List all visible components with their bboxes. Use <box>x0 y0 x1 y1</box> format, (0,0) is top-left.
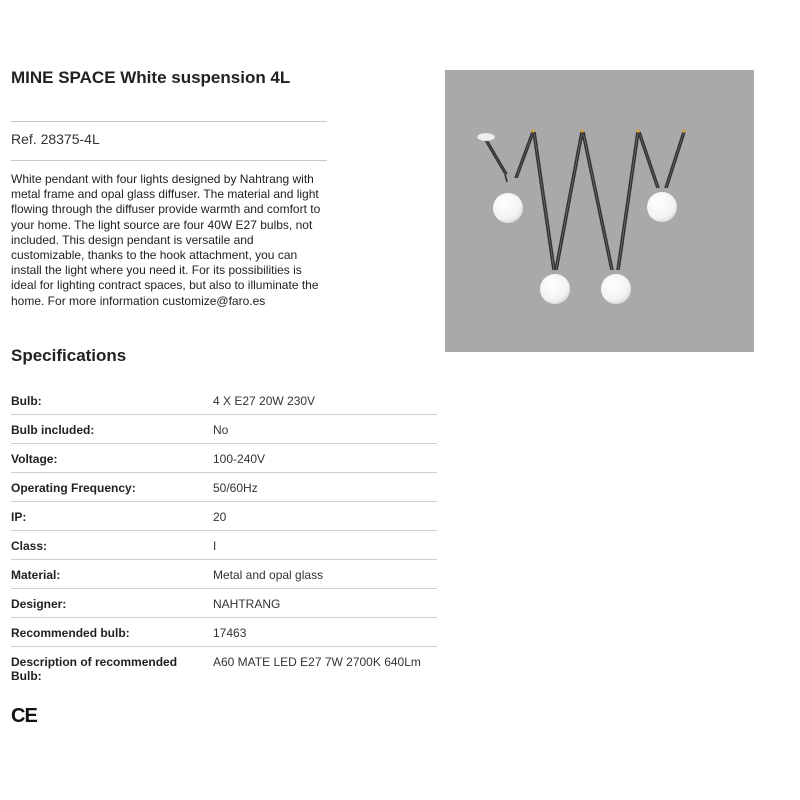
cable <box>582 132 611 270</box>
globe-light <box>647 192 677 222</box>
product-image <box>445 70 754 352</box>
reference-divider <box>11 160 327 161</box>
spec-label: Operating Frequency: <box>11 481 136 495</box>
cable <box>517 132 534 178</box>
spec-label: IP: <box>11 510 27 524</box>
spec-value: No <box>213 423 229 437</box>
product-title: MINE SPACE White suspension 4L <box>11 68 291 87</box>
spec-value: Metal and opal glass <box>213 568 324 582</box>
spec-label: Bulb included: <box>11 423 95 437</box>
spec-row-voltage <box>11 444 437 473</box>
cable <box>665 132 683 188</box>
spec-row-recommended-bulb <box>11 618 437 647</box>
cable <box>584 132 613 270</box>
spec-label: Description of recommended Bulb: <box>11 655 178 683</box>
pendant-lamp-illustration <box>445 70 754 352</box>
spec-row-recommended-bulb-description <box>11 647 437 683</box>
spec-value: 4 X E27 20W 230V <box>213 394 316 408</box>
spec-row-bulb-included <box>11 415 437 444</box>
cable <box>505 174 507 182</box>
hook-icon <box>682 129 686 133</box>
spec-label: Designer: <box>11 597 67 611</box>
specifications-table <box>11 386 437 683</box>
hook-icon <box>531 129 535 133</box>
spec-value: 100-240V <box>213 452 266 466</box>
cable <box>515 132 532 178</box>
specifications-heading: Specifications <box>11 346 127 365</box>
spec-label: Voltage: <box>11 452 58 466</box>
cable <box>638 132 657 188</box>
spec-value: 50/60Hz <box>213 481 258 495</box>
cable <box>485 140 505 174</box>
globe-light <box>540 274 570 304</box>
ce-mark: CE <box>11 705 37 727</box>
globe-light <box>493 193 523 223</box>
spec-row-material <box>11 560 437 589</box>
spec-label: Class: <box>11 539 48 553</box>
spec-row-bulb <box>11 386 437 415</box>
cable <box>617 132 637 270</box>
product-description: White pendant with four lights designed by Nahtrang with metal frame and opal glass diffuser. The material and light flowing through the diffuser provide warmth and comfort to your home. The light source are four 40W E27 bulbs, not included. This design pendant is versatile and customizable, thanks to the hook attachment, you can install the light where you need it. For its possibilities is ideal for lighting contract spaces, but also to illuminate the home. For more information customize@faro.es <box>11 172 321 308</box>
title-divider <box>11 121 327 122</box>
hook-icon <box>636 129 640 133</box>
globe-light <box>601 274 631 304</box>
spec-value: NAHTRANG <box>213 597 281 611</box>
cable <box>533 132 553 270</box>
spec-label: Material: <box>11 568 61 582</box>
cable <box>555 132 581 270</box>
cable <box>619 132 639 270</box>
spec-value: 20 <box>213 510 227 524</box>
spec-row-designer <box>11 589 437 618</box>
spec-row-class <box>11 531 437 560</box>
cable <box>487 140 507 174</box>
spec-value: I <box>213 539 217 553</box>
spec-value: A60 MATE LED E27 7W 2700K 640Lm <box>213 655 421 669</box>
hook-icon <box>580 129 584 133</box>
ceiling-canopy <box>477 133 495 141</box>
cable <box>535 132 555 270</box>
product-reference: Ref. 28375-4L <box>11 131 100 147</box>
cable <box>667 132 685 188</box>
spec-label: Bulb: <box>11 394 42 408</box>
cable <box>557 132 583 270</box>
spec-value: 17463 <box>213 626 247 640</box>
spec-label: Recommended bulb: <box>11 626 130 640</box>
spec-row-frequency <box>11 473 437 502</box>
spec-row-ip <box>11 502 437 531</box>
cable <box>640 132 659 188</box>
